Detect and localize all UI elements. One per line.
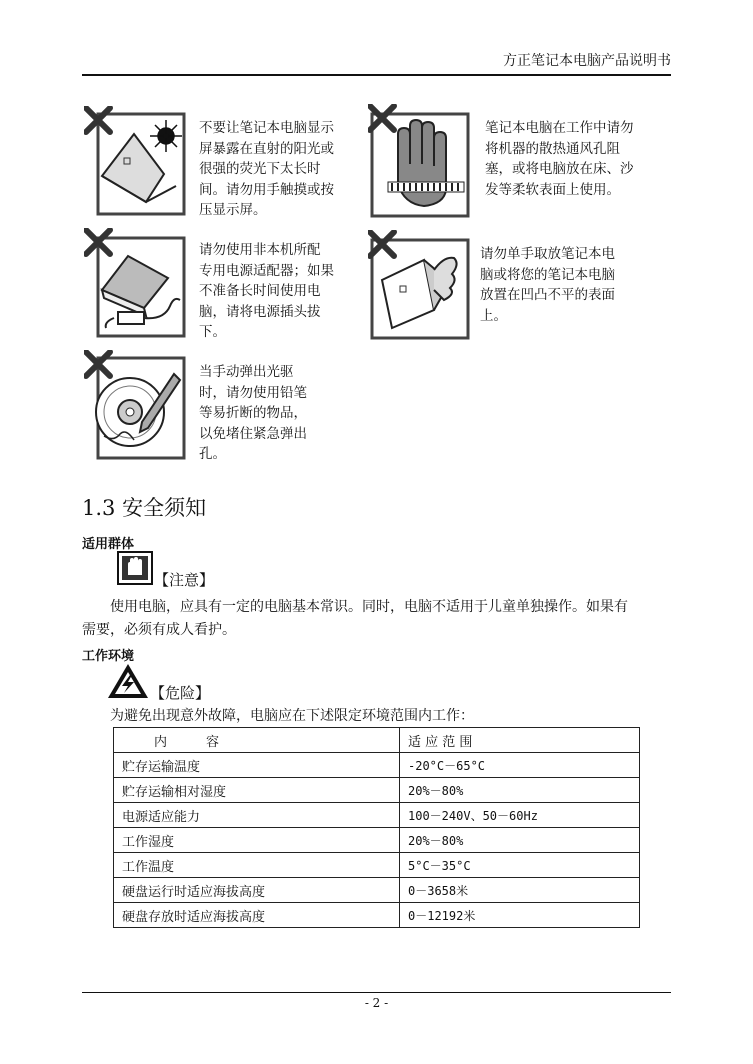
table-row (114, 803, 640, 828)
table-cell: 20%－80% (400, 778, 640, 803)
caution-hand-icon (117, 551, 153, 589)
subheading-audience: 适用群体 (82, 537, 135, 552)
table-cell: -20°C－65°C (400, 753, 640, 778)
warning-line: 放置在凹凸不平的表面 (480, 287, 615, 303)
one-hand-laptop-icon (368, 230, 472, 342)
warning-line: 将机器的散热通风孔阻 (485, 140, 620, 157)
warning-line: 下。 (199, 324, 226, 340)
table-cell: 贮存运输温度 (114, 753, 400, 778)
warning-line: 不准备长时间使用电 (199, 283, 321, 299)
warning-line: 脑，请将电源插头拔 (199, 303, 321, 320)
table-cell: 硬盘运行时适应海拔高度 (114, 878, 400, 903)
table-row (114, 778, 640, 803)
table-cell: 0－3658米 (400, 878, 640, 903)
table-cell: 0－12192米 (400, 903, 640, 928)
warning-line: 孔。 (199, 446, 226, 462)
caution-label: 【注意】 (154, 571, 215, 589)
header-divider (82, 74, 671, 76)
table-cell: 硬盘存放时适应海拔高度 (114, 903, 400, 928)
warning-line: 等易折断的物品， (199, 405, 307, 421)
danger-label: 【危险】 (150, 684, 211, 702)
warning-line: 发等柔软表面上使用。 (485, 181, 620, 198)
sun-laptop-icon (84, 106, 188, 218)
table-cell: 工作湿度 (114, 828, 400, 853)
table-header-content: 内 容 (114, 728, 400, 753)
table-cell: 贮存运输相对湿度 (114, 778, 400, 803)
environment-paragraph: 为避免出现意外故障，电脑应在下述限定环境范围内工作： (110, 708, 474, 724)
warning-text-one-hand (480, 244, 640, 326)
table-cell: 100－240V、50－60Hz (400, 803, 640, 828)
caution-paragraph-line1: 使用电脑，应具有一定的电脑基本常识。同时，电脑不适用于儿童单独操作。如果有 (110, 599, 628, 615)
warning-text-adapter (199, 240, 351, 343)
table-cell: 5°C－35°C (400, 853, 640, 878)
warning-line: 屏暴露在直射的阳光或 (199, 140, 334, 157)
subheading-environment: 工作环境 (82, 649, 135, 664)
document-header-title: 方正笔记本电脑产品说明书 (503, 53, 671, 69)
table-row (114, 853, 640, 878)
warning-text-sunlight (199, 118, 357, 221)
footer-divider (82, 992, 671, 993)
warning-line: 不要让笔记本电脑显示 (199, 120, 334, 136)
warning-text-vent (485, 118, 660, 200)
warning-line: 请勿单手取放笔记本电 (480, 246, 615, 262)
warning-line: 当手动弹出光驱 (199, 364, 294, 380)
hand-vent-icon (368, 104, 472, 220)
table-header-row (114, 728, 640, 753)
warning-line: 专用电源适配器；如果 (199, 262, 334, 279)
section-title: 1.3 安全须知 (82, 496, 207, 520)
environment-table (113, 727, 640, 928)
table-header-range: 适 应 范 围 (400, 728, 640, 753)
table-row (114, 903, 640, 928)
warning-line: 以免堵住紧急弹出 (199, 425, 307, 442)
warning-line: 压显示屏。 (199, 202, 267, 218)
disc-pencil-icon (84, 350, 188, 462)
table-cell: 电源适应能力 (114, 803, 400, 828)
caution-paragraph-line2: 需要，必须有成人看护。 (82, 622, 236, 638)
table-row (114, 878, 640, 903)
warning-line: 时，请勿使用铅笔 (199, 384, 307, 401)
page-number: - 2 - (364, 996, 389, 1010)
warning-line: 塞，或将电脑放在床、沙 (485, 161, 634, 177)
table-cell: 20%－80% (400, 828, 640, 853)
table-cell: 工作温度 (114, 853, 400, 878)
warning-line: 间。请勿用手触摸或按 (199, 181, 334, 198)
table-row (114, 828, 640, 853)
warning-line: 上。 (480, 307, 507, 324)
warning-line: 笔记本电脑在工作中请勿 (485, 120, 634, 136)
power-adapter-icon (84, 228, 188, 340)
warning-line: 脑或将您的笔记本电脑 (480, 266, 615, 283)
warning-line: 很强的荧光下太长时 (199, 161, 321, 177)
table-row (114, 753, 640, 778)
warning-line: 请勿使用非本机所配 (199, 242, 321, 258)
danger-warning-icon (106, 662, 150, 704)
warning-text-disc (199, 362, 325, 465)
